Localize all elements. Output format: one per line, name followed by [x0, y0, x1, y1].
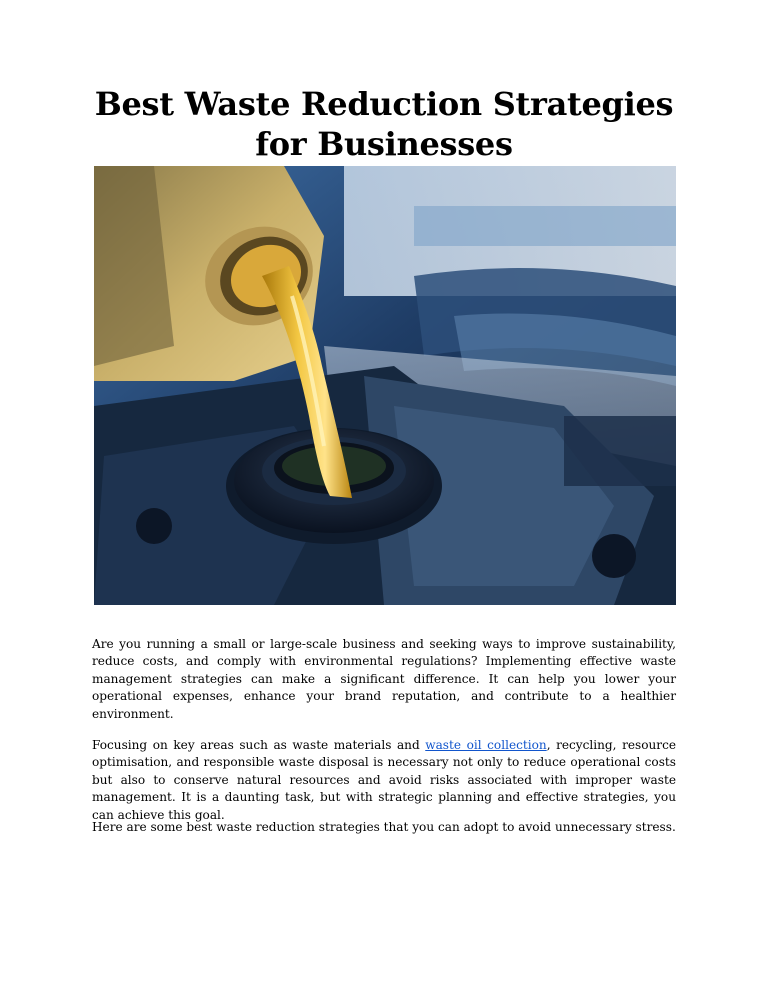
- focus-paragraph: [92, 737, 676, 824]
- intro-paragraph: Are you running a small or large-scale business and seeking ways to improve sustainability, reduce costs, and comply with environmental regulations? Implementing effective waste management strategies can make a significant difference. It can help you lower your operational expenses, enhance your brand reputation, and contribute to a healthier environment.: [92, 637, 676, 721]
- focus-paragraph-end: , recycling, resource optimisation, and responsible waste disposal is necessary not only to reduce operational costs but also to conserve natural resources and avoid risks associated with improper waste management. It is a daunting task, but with strategic planning and effective strategies, you can achieve this goal.: [92, 738, 676, 822]
- waste-oil-collection-link[interactable]: waste oil collection: [425, 738, 547, 752]
- strategies-intro-paragraph: Here are some best waste reduction strategies that you can adopt to avoid unnecessary stress.: [92, 820, 676, 834]
- page-title: [60, 84, 708, 164]
- hero-image: [94, 166, 676, 605]
- page-title-line-2: for Businesses: [255, 125, 513, 163]
- page-title-line-1: Best Waste Reduction Strategies: [94, 85, 674, 123]
- oil-pouring-into-engine-icon: [94, 166, 676, 605]
- focus-paragraph-start: Focusing on key areas such as waste materials and: [92, 738, 426, 752]
